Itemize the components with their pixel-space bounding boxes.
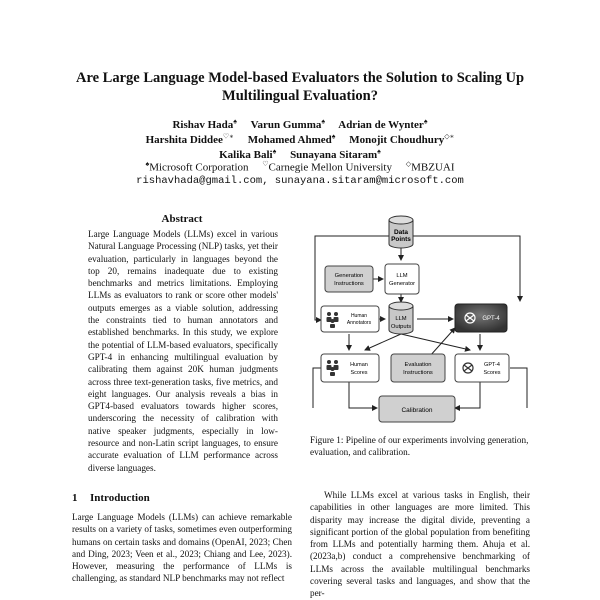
figure-caption: Figure 1: Pipeline of our experiments involving generation, evaluation, and calibration. — [310, 435, 529, 458]
label: GPT-4 — [482, 316, 500, 322]
section-title: Introduction — [90, 492, 150, 504]
data-points-node — [389, 216, 413, 248]
author: Adrian de Wynter♠ — [338, 117, 428, 131]
author: Rishav Hada♠ — [172, 117, 237, 131]
author: Mohamed Ahmed♠ — [247, 132, 336, 146]
human-scores-node — [321, 354, 379, 382]
llm-generator-node — [385, 264, 419, 294]
calibration-node — [379, 396, 455, 422]
label: Evaluation — [404, 362, 432, 368]
label: LLM — [396, 273, 408, 279]
label: Scores — [483, 370, 501, 376]
label: Calibration — [401, 407, 433, 414]
evaluation-instructions-node — [391, 354, 445, 382]
author-emails: rishavhada@gmail.com, sunayana.sitaram@microsoft.com — [136, 175, 464, 187]
label: GPT-4 — [484, 362, 500, 368]
label: Scores — [350, 370, 368, 376]
label: Annotators — [346, 320, 372, 326]
pipeline-figure — [305, 208, 535, 430]
label: Instructions — [334, 281, 364, 287]
right-column-paragraph: While LLMs excel at various tasks in English, their capabilities in other languages are more limited. This disparity may increase the digital divide, preventing a significant portion of the global population from benefiting from LLMs and potentially harming them. Ahuja et al. (2023a,b) conduct a comprehensive benchmarking of LLMs across the available multilingual benchmarks covering several tasks and languages, and show that the per- — [310, 490, 530, 599]
label: Generator — [388, 281, 416, 287]
llm-outputs-node — [389, 302, 413, 334]
label: Outputs — [390, 324, 412, 330]
abstract-heading: Abstract — [161, 213, 203, 225]
label: Points — [391, 236, 411, 243]
human-annotators-node — [321, 306, 379, 332]
paper-title — [60, 69, 540, 105]
author: Kalika Bali♠ — [219, 147, 277, 161]
title-line-1: Are Large Language Model-based Evaluators the Solution to Scaling Up — [75, 70, 525, 86]
section-heading — [72, 492, 150, 504]
author: Monojit Choudhury◇∗ — [349, 132, 455, 146]
label: Instructions — [403, 370, 433, 376]
section-number: 1 — [72, 492, 78, 504]
label: LLM — [395, 316, 407, 322]
gpt4-scores-node — [455, 354, 509, 382]
affiliations: ♠Microsoft Corporation ♡Carnegie Mellon University ◇MBZUAI — [145, 160, 455, 174]
gpt4-node — [455, 304, 507, 332]
label: Human — [350, 362, 368, 368]
label: Human — [350, 313, 368, 319]
intro-paragraph: Large Language Models (LLMs) can achieve remarkable results on a variety of tasks, sometimes even outperforming humans on certain tasks and domains (OpenAI, 2023; Chen and Ding, 2023; Veen et al., 2023; Chiang and Lee, 2023). However, measuring the performance of LLMs is challenging, as standard NLP benchmarks may not reflect — [72, 512, 292, 584]
author: Sunayana Sitaram♠ — [290, 147, 381, 161]
title-line-2: Multilingual Evaluation? — [222, 88, 378, 104]
label: Generation — [334, 273, 364, 279]
author: Harshita Diddee♡∗ — [145, 132, 234, 146]
label: Data — [393, 229, 409, 236]
author: Varun Gumma♠ — [250, 117, 326, 131]
abstract-body: Large Language Models (LLMs) excel in various Natural Language Processing (NLP) tasks, yet their evaluation, particularly in languages beyond the top 20, remains inadequate due to existing benchmarks and metrics limitations. Employing LLMs as evaluators to rank or score other models' outputs emerges as a viable solution, addressing the constraints tied to human annotators and established benchmarks. In this study, we explore the potential of LLM-based evaluators, specifically GPT-4 in enhancing multilingual evaluation by calibrating them against 20K human judgments across three text-generation tasks, five metrics, and eight languages. Our analysis reveals a bias in GPT4-based evaluators towards higher scores, underscoring the necessity of calibration with native speaker judgments, especially in low-resource and non-Latin script languages, to ensure accurate evaluation of LLM performance across diverse languages. — [88, 229, 278, 473]
generation-instructions-node — [325, 266, 373, 292]
